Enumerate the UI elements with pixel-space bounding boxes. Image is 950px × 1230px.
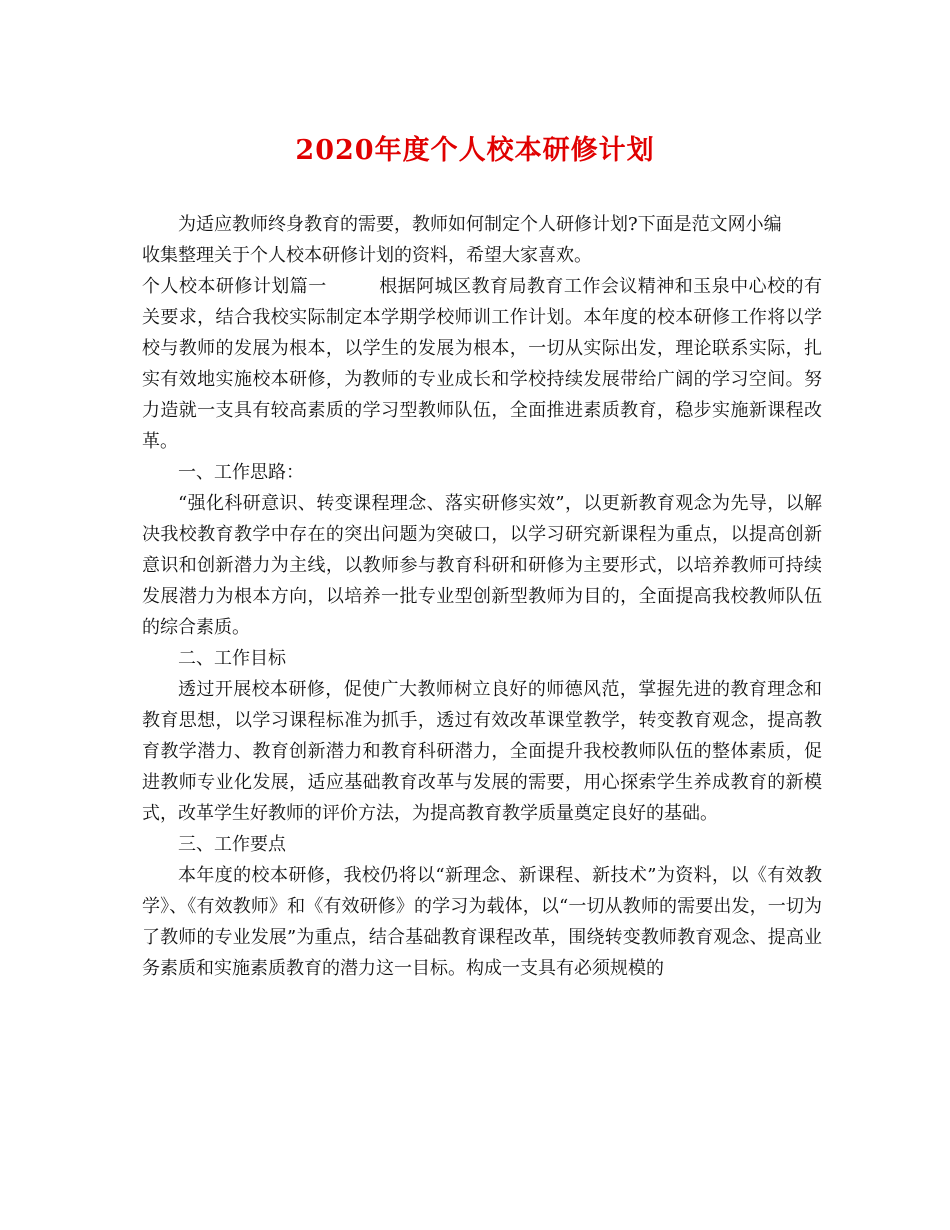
paragraph-work-goals: 透过开展校本研修，促使广大教师树立良好的师德风范，掌握先进的教育理念和教育思想，以学习课程标准为抓手，透过有效改革课堂教学，转变教育观念，提高教育教学潜力、教育创新潜力和教育科研潜力，全面提升我校教师队伍的整体素质，促进教师专业化发展，适应基础教育改革与发展的需要，用心探索学生养成教育的新模式，改革学生好教师的评价方法，为提高教育教学质量奠定良好的基础。 <box>142 679 822 824</box>
paragraph-work-approach: “强化科研意识、转变课程理念、落实研修实效”，以更新教育观念为先导，以解决我校教育教学中存在的突出问题为突破口，以学习研究新课程为重点，以提高创新意识和创新潜力为主线，以教师参与教育科研和研修为主要形式，以培养教师可持续发展潜力为根本方向，以培养一批专业型创新型教师为目的，全面提高我校教师队伍的综合素质。 <box>142 493 822 638</box>
document-body <box>142 209 822 984</box>
part-text: 根据阿城区教育局教育工作会议精神和玉泉中心校的有关要求，结合我校实际制定本学期学校师训工作计划。本年度的校本研修工作将以学校与教师的发展为根本，以学生的发展为根本，一切从实际出发，理论联系实际，扎实有效地实施校本研修，为教师的专业成长和学校持续发展带给广阔的学习空间。努力造就一支具有较高素质的学习型教师队伍，全面推进素质教育，稳步实施新课程改革。 <box>142 276 823 452</box>
heading-work-approach: 一、工作思路： <box>178 462 304 483</box>
heading-work-goals: 二、工作目标 <box>178 648 286 669</box>
intro-line-2: 收集整理关于个人校本研修计划的资料，希望大家喜欢。 <box>142 245 592 266</box>
document-title: 2020年度个人校本研修计划 <box>295 135 655 166</box>
paragraph-work-points: 本年度的校本研修，我校仍将以“新理念、新课程、新技术”为资料，以《有效教学》、《有效教师》和《有效研修》的学习为载体，以“一切从教师的需要出发，一切为了教师的专业发展”为重点，结合基础教育课程改革，围绕转变教师教育观念、提高业务素质和实施素质教育的潜力这一目标。构成一支具有必须规模的 <box>142 865 822 979</box>
heading-work-points: 三、工作要点 <box>178 834 286 855</box>
intro-line-1: 为适应教师终身教育的需要，教师如何制定个人研修计划?下面是范文网小编 <box>178 214 782 235</box>
part-one-paragraph <box>142 271 822 457</box>
part-label: 个人校本研修计划篇一 <box>142 276 327 297</box>
